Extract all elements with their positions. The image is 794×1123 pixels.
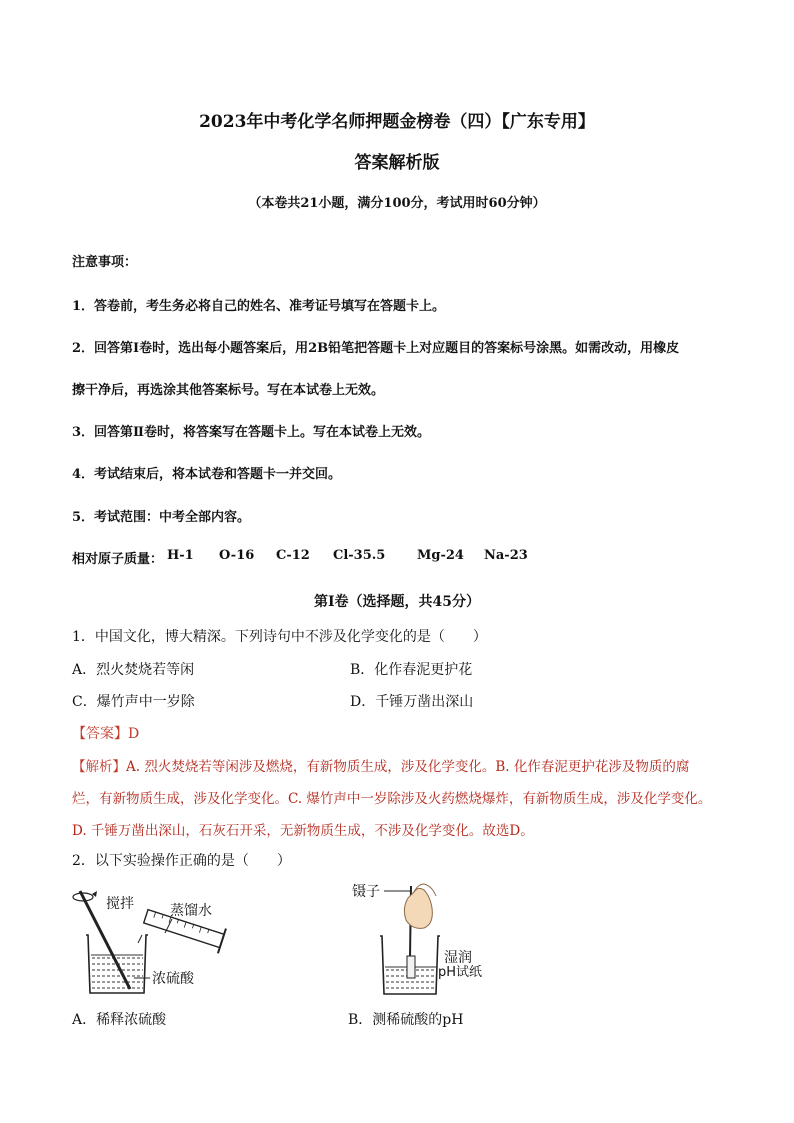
label-wet: 湿润 (444, 950, 472, 966)
page-subtitle: 答案解析版 (354, 153, 440, 173)
question-2-stem: 2．以下实验操作正确的是（ ） (72, 853, 291, 869)
question-1-option-d: D．千锤万凿出深山 (350, 694, 474, 710)
atomic-mass-label: 相对原子质量： (72, 552, 164, 567)
hand-icon (404, 888, 432, 928)
exam-info: （本卷共21小题，满分100分，考试用时60分钟） (248, 196, 546, 211)
question-2-option-b: B．测稀硫酸的pH (348, 1012, 464, 1028)
question-1-option-a: A．烈火焚烧若等闲 (72, 662, 195, 678)
section-heading: 第Ⅰ卷（选择题，共45分） (313, 594, 481, 610)
question-1-option-b: B．化作春泥更护花 (350, 662, 473, 678)
page-title: 2023年中考化学名师押题金榜卷（四）【广东专用】 (199, 112, 595, 132)
atomic-mass-value: Cl-35.5 (333, 548, 386, 563)
note-item: 5．考试范围：中考全部内容。 (72, 510, 251, 525)
analysis-line (72, 755, 689, 775)
atomic-mass-value: C-12 (276, 548, 310, 563)
label-water: 蒸馏水 (170, 903, 212, 919)
question-1-stem: 1．中国文化，博大精深。下列诗句中不涉及化学变化的是（ ） (72, 629, 487, 645)
analysis-text: A. 烈火焚烧若等闲涉及燃烧，有新物质生成，涉及化学变化。B. 化作春泥更护花涉及物质的腐 (126, 759, 690, 775)
figure-dilute-acid (72, 883, 252, 998)
question-1-option-c: C．爆竹声中一岁除 (72, 694, 195, 710)
ph-paper-icon (407, 956, 415, 978)
answer-value: D (128, 726, 140, 742)
atomic-mass-value: H-1 (167, 548, 194, 563)
note-item: 2．回答第Ⅰ卷时，选出每小题答案后，用2B铅笔把答题卡上对应题目的答案标号涂黑。如需改动，用橡皮 (72, 341, 680, 356)
answer-label: 【答案】 (72, 726, 128, 742)
atomic-mass-value: O-16 (219, 548, 255, 563)
atomic-mass-value: Na-23 (484, 548, 528, 563)
label-tweezers: 镊子 (352, 884, 380, 900)
notes-heading: 注意事项： (72, 255, 138, 270)
figure-ph-test (348, 878, 518, 998)
note-item: 擦干净后，再选涂其他答案标号。写在本试卷上无效。 (72, 383, 385, 398)
question-2-option-a: A．稀释浓硫酸 (72, 1012, 167, 1028)
note-item: 1．答卷前，考生务必将自己的姓名、准考证号填写在答题卡上。 (72, 299, 446, 314)
analysis-text: D. 千锤万凿出深山，石灰石开采，无新物质生成，不涉及化学变化。故选D。 (72, 823, 534, 839)
label-acid: 浓硫酸 (152, 971, 194, 987)
label-stir: 搅拌 (106, 896, 134, 912)
analysis-text: 烂，有新物质生成，涉及化学变化。C. 爆竹声中一岁除涉及火药燃烧爆炸，有新物质生成，涉及化学变化。 (72, 791, 712, 807)
analysis-label: 【解析】 (72, 759, 126, 775)
label-ph-paper: pH试纸 (438, 965, 483, 980)
atomic-mass-value: Mg-24 (417, 548, 464, 563)
note-item: 4．考试结束后，将本试卷和答题卡一并交回。 (72, 467, 342, 482)
answer-line (72, 723, 139, 743)
note-item: 3．回答第Ⅱ卷时，将答案写在答题卡上。写在本试卷上无效。 (72, 425, 431, 440)
